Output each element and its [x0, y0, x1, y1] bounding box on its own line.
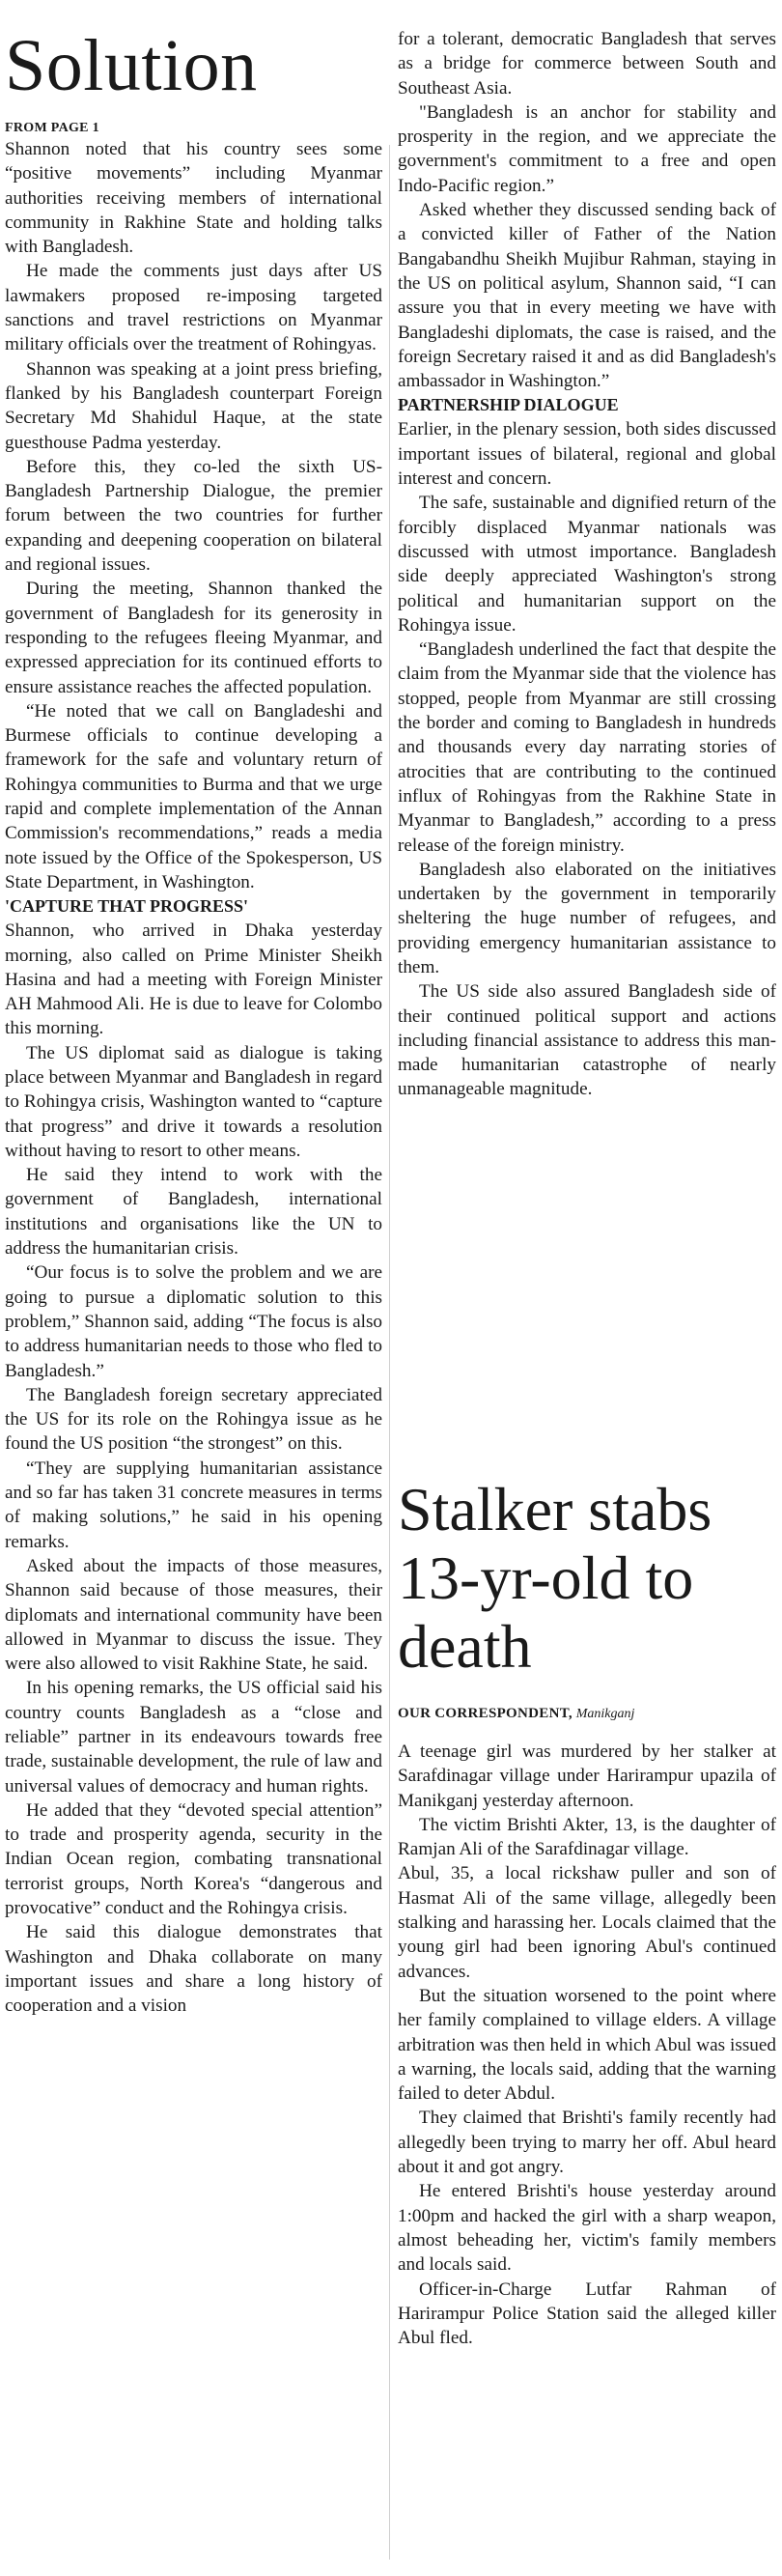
paragraph: for a tolerant, democratic Bangladesh that serves as a bridge for commerce between South and Southeast Asia. — [398, 29, 776, 99]
paragraph: Asked whether they discussed sending back of a convicted killer of Father of the Nation Bangabandhu Sheikh Mujibur Rahman, staying in the US on political asylum, Shannon said, “I can assure you that in every meeting we have with Bangladeshi diplomats, the case is raised, and the foreign Secretary raised it and as did Bangladesh's ambassador in Washington.” — [398, 200, 776, 392]
subhead-capture-that-progress: 'CAPTURE THAT PROGRESS' — [5, 896, 249, 917]
paragraph: He said they intend to work with the government of Bangladesh, international institutions and organisations like the UN to address the humanitarian crisis. — [5, 1165, 382, 1260]
paragraph: In his opening remarks, the US official said his country counts Bangladesh as a “close and reliable” partner in its endeavours towards free trade, sustainable development, the rule of law and universal values of democracy and human rights. — [5, 1678, 382, 1797]
paragraph: The US diplomat said as dialogue is taking place between Myanmar and Bangladesh in regard to Rohingya crisis, Washington wanted to “capture that progress” and drive it towards a resolution without having to resort to other means. — [5, 1042, 382, 1161]
left-column — [5, 0, 382, 2019]
paragraph: Shannon noted that his country sees some “positive movements” including Myanmar authorities receiving members of international community in Rakhine State and holding talks with Bangladesh. — [5, 139, 382, 258]
paragraph: Asked about the impacts of those measures, Shannon said because of those measures, their diplomats and international community have been allowed in Myanmar to discuss the issue. They were also allowed to visit Rakhine State, he said. — [5, 1555, 382, 1675]
stalker-headline: Stalker stabs 13-yr-old to death — [398, 1475, 712, 1681]
paragraph: He made the comments just days after US lawmakers proposed re-imposing targeted sanctions and travel restrictions on Myanmar military officials over the treatment of Rohingyas. — [5, 261, 382, 355]
paragraph: He entered Brishti's house yesterday around 1:00pm and hacked the girl with a sharp weapon, almost beheading her, victim's family members and locals said. — [398, 2181, 776, 2276]
byline — [398, 1702, 776, 1726]
stalker-story-body — [398, 1740, 776, 2350]
paragraph: During the meeting, Shannon thanked the government of Bangladesh for its generosity in responding to the refugees fleeing Myanmar, and expressed appreciation for its continued efforts to ensure assistance reaches the affected population. — [5, 579, 382, 697]
paragraph: But the situation worsened to the point where her family complained to village elders. A village arbitration was then held in which Abul was issued a warning, the locals said, adding that the warning failed to deter Abdul. — [398, 1985, 776, 2105]
paragraph: “Our focus is to solve the problem and we are going to pursue a diplomatic solution to this problem,” Shannon said, adding “The focus is also to address humanitarian needs to those who fled to Bangladesh.” — [5, 1262, 382, 1381]
byline-author: OUR CORRESPONDENT, — [398, 1706, 573, 1721]
paragraph: The Bangladesh foreign secretary appreciated the US for its role on the Rohingya issue as he found the US position “the strongest” on this. — [5, 1384, 382, 1455]
paragraph: “Bangladesh underlined the fact that despite the claim from the Myanmar side that the violence has stopped, people from Myanmar are still crossing the border and coming to Bangladesh in hundreds and thousands every day narrating stories of atrocities that are contributing to the continued influx of Rohingyas from the Rakhine State in Myanmar to Bangladesh,” according to a press release of the foreign ministry. — [398, 639, 776, 856]
stalker-story — [398, 1475, 776, 2350]
subhead-partnership-dialogue: PARTNERSHIP DIALOGUE — [398, 395, 619, 415]
paragraph: The safe, sustainable and dignified return of the forcibly displaced Myanmar nationals was discussed with utmost importance. Bangladesh side deeply appreciated Washington's strong political and humanitarian support on the Rohingya issue. — [398, 493, 776, 636]
paragraph: The victim Brishti Akter, 13, is the daughter of Ramjan Ali of the Sarafdinagar village. — [398, 1814, 776, 1860]
paragraph: Shannon was speaking at a joint press briefing, flanked by his Bangladesh counterpart Foreign Secretary Md Shahidul Haque, at the state guesthouse Padma yesterday. — [5, 358, 382, 453]
paragraph: The US side also assured Bangladesh side of their continued political support and actions including financial assistance to address this man-made humanitarian catastrophe of nearly unmanageable magnitude. — [398, 981, 776, 1100]
paragraph: Shannon, who arrived in Dhaka yesterday morning, also called on Prime Minister Sheikh Hasina and had a meeting with Foreign Minister AH Mahmood Ali. He is due to leave for Colombo this morning. — [5, 920, 382, 1039]
main-story-body-right — [398, 27, 776, 1102]
paragraph: He added that they “devoted special attention” to trade and prosperity agenda, security in the Indian Ocean region, combating transnational terrorist groups, North Korea's “dangerous and provocative” conduct and the Rohingya crisis. — [5, 1799, 382, 1919]
paragraph: They claimed that Brishti's family recently had allegedly been trying to marry her off. Abul heard about it and got angry. — [398, 2108, 776, 2178]
byline-dateline: Manikganj — [575, 1707, 635, 1721]
from-page-kicker: FROM PAGE 1 — [5, 121, 99, 135]
paragraph: A teenage girl was murdered by her stalker at Sarafdinagar village under Harirampur upazila of Manikganj yesterday afternoon. — [398, 1741, 776, 1811]
paragraph: Bangladesh also elaborated on the initiatives undertaken by the government in temporarily sheltering the huge number of refugees, and providing emergency humanitarian assistance to them. — [398, 859, 776, 977]
paragraph: “They are supplying humanitarian assistance and so far has taken 31 concrete measures in terms of making solutions,” he said in his opening remarks. — [5, 1458, 382, 1552]
paragraph: "Bangladesh is an anchor for stability and prosperity in the region, and we appreciate the government's commitment to a free and open Indo-Pacific region.” — [398, 101, 776, 196]
column-divider — [389, 145, 390, 2560]
right-column — [398, 27, 776, 1102]
paragraph: Before this, they co-led the sixth US-Bangladesh Partnership Dialogue, the premier forum between the two countries for further expanding and deepening cooperation on bilateral and regional issues. — [5, 456, 382, 576]
paragraph: He said this dialogue demonstrates that Washington and Dhaka collaborate on many important issues and share a long history of cooperation and a vision — [5, 1922, 382, 2017]
main-headline: Solution — [5, 25, 258, 106]
paragraph: Officer-in-Charge Lutfar Rahman of Harirampur Police Station said the alleged killer Abul fled. — [398, 2279, 776, 2349]
paragraph: Abul, 35, a local rickshaw puller and son of Hasmat Ali of the same village, allegedly been stalking and harassing her. Locals claimed that the young girl had been ignoring Abul's continued advances. — [398, 1863, 776, 1982]
paragraph: “He noted that we call on Bangladeshi and Burmese officials to continue developing a framework for the safe and voluntary return of Rohingya communities to Burma and that we urge rapid and complete implementation of the Annan Commission's recommendations,” reads a media note issued by the Office of the Spokesperson, US State Department, in Washington. — [5, 700, 382, 892]
paragraph: Earlier, in the plenary session, both sides discussed important issues of bilateral, regional and global interest and concern. — [398, 419, 776, 490]
main-story-body-left — [5, 137, 382, 2019]
